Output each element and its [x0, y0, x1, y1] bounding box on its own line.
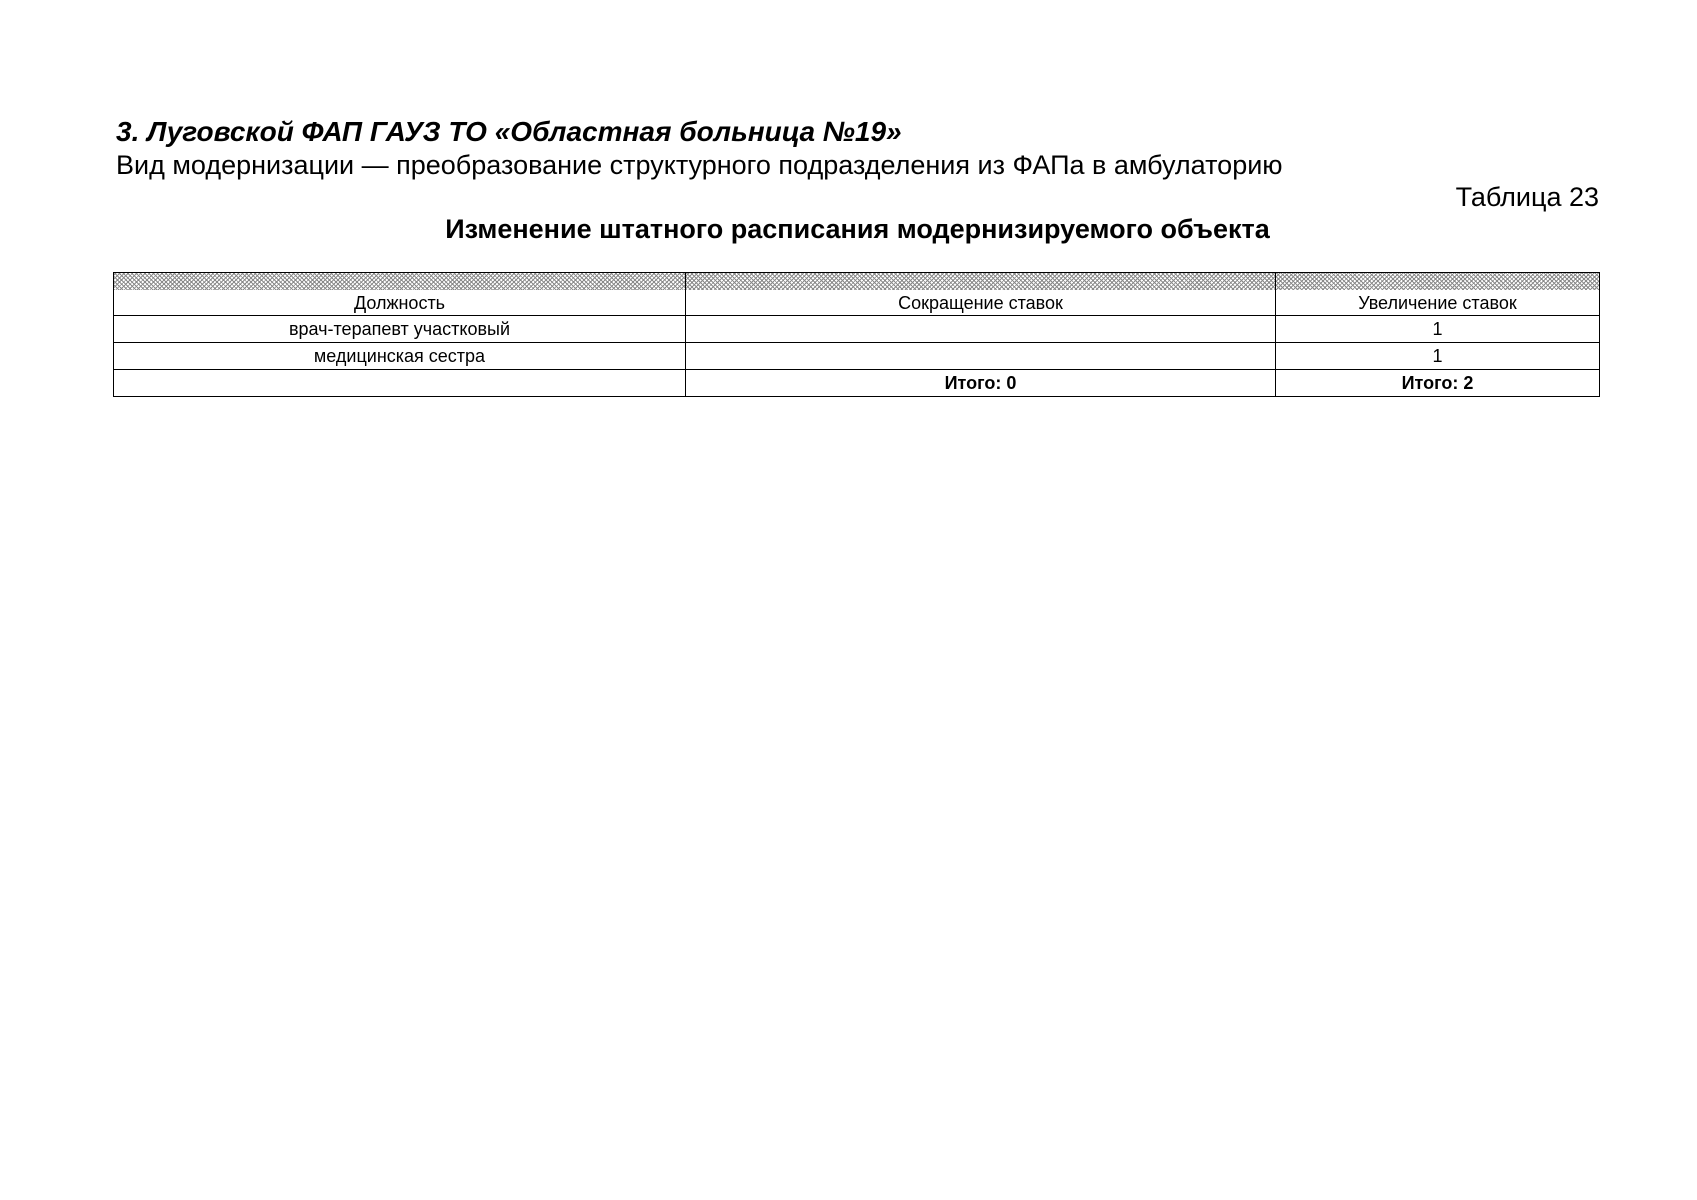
total-empty-cell [114, 370, 686, 397]
staffing-table [113, 272, 1600, 397]
header-reduction-label: Сокращение ставок [898, 293, 1063, 313]
header-reduction [686, 273, 1276, 316]
table-title: Изменение штатного расписания модернизируемого объекта [445, 214, 1270, 244]
section-heading: 3. Луговской ФАП ГАУЗ ТО «Областная больница №19» [116, 116, 902, 147]
total-reduction: Итого: 0 [686, 370, 1276, 397]
cell-position: медицинская сестра [114, 343, 686, 370]
staffing-table-container [113, 272, 1599, 397]
modernization-type: Вид модернизации — преобразование структурного подразделения из ФАПа в амбулаторию [116, 150, 1283, 180]
cell-position: врач-терапевт участковый [114, 316, 686, 343]
header-increase-label: Увеличение ставок [1358, 293, 1517, 313]
cell-increase: 1 [1276, 316, 1600, 343]
cell-increase: 1 [1276, 343, 1600, 370]
total-increase: Итого: 2 [1276, 370, 1600, 397]
table-row [114, 343, 1600, 370]
header-position [114, 273, 686, 316]
header-position-label: Должность [353, 293, 446, 313]
cell-reduction [686, 343, 1276, 370]
table-header-row [114, 273, 1600, 316]
table-row [114, 316, 1600, 343]
header-increase [1276, 273, 1600, 316]
table-number: Таблица 23 [1455, 182, 1599, 212]
totals-row [114, 370, 1600, 397]
cell-reduction [686, 316, 1276, 343]
